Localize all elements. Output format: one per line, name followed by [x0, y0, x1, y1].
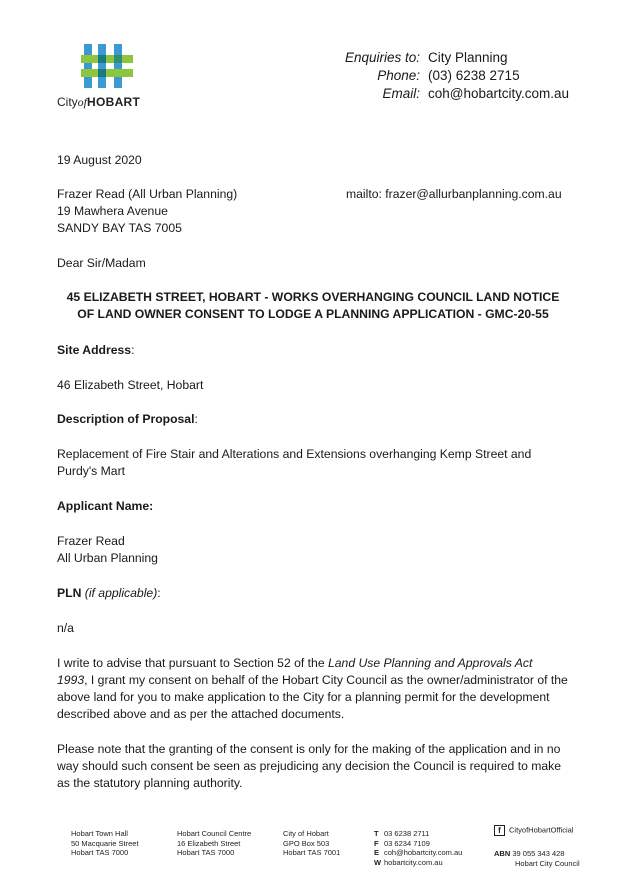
consent-paragraph: I write to advise that pursuant to Section 52 of the Land Use Planning and Approvals Act 1993, I grant my consent on behalf of the Hobart City Council as the owner/administrator of the above land for you to make application to the City for a planning permit for the development described above and as per the attached documents. — [57, 656, 568, 721]
enquiries-email[interactable]: coh@hobartcity.com.au — [428, 86, 570, 101]
footer-town-hall: Hobart Town Hall 50 Macquarie Street Hobart TAS 7000 — [71, 829, 139, 858]
enquiries-values: City Planning (03) 6238 2715 coh@hobartcity.com.au — [428, 50, 570, 101]
logo-hobart: HOBART — [87, 95, 141, 109]
footer-website[interactable]: hobartcity.com.au — [384, 857, 443, 867]
footer-city-postal: City of Hobart GPO Box 503 Hobart TAS 7001 — [283, 829, 341, 858]
subject-heading: 45 ELIZABETH STREET, HOBART - WORKS OVERHANGING COUNCIL LAND NOTICE OF LAND OWNER CONSENT TO LODGE A PLANNING APPLICATION - GMC-20-55 — [66, 290, 560, 321]
footer-facebook[interactable]: f CityofHobartOfficial — [494, 825, 573, 836]
proposal-text: Replacement of Fire Stair and Alterations and Extensions overhanging Kemp Street and Purdy's Mart — [57, 447, 532, 478]
logo-wordmark: CityofHOBART — [57, 95, 141, 109]
footer-email[interactable]: coh@hobartcity.com.au — [384, 848, 463, 858]
enquiries-labels: Enquiries to: Phone: Email: — [344, 50, 420, 101]
pln-value: n/a — [57, 621, 74, 635]
site-address-label: Site Address: — [57, 343, 135, 357]
letter-date: 19 August 2020 — [57, 153, 142, 167]
applicant-label: Applicant Name: — [57, 499, 154, 513]
footer-contacts: T 03 6238 2711 F 03 6234 7109 E coh@hobartcity.com.au W hobartcity.com.au — [374, 829, 463, 867]
footer-council-centre: Hobart Council Centre 16 Elizabeth Street Hobart TAS 7000 — [177, 829, 252, 858]
recipient-mailto-link[interactable]: mailto: frazer@allurbanplanning.com.au — [346, 187, 562, 201]
salutation: Dear Sir/Madam — [57, 256, 146, 270]
applicant-value: Frazer Read All Urban Planning — [57, 534, 158, 565]
note-paragraph: Please note that the granting of the consent is only for the making of the application and in no way should such consent be seen as prejudicing any decision the Council is required to make as the statutory planning authority. — [57, 742, 562, 790]
site-address-value: 46 Elizabeth Street, Hobart — [57, 378, 204, 392]
footer-abn: ABN 39 055 343 428 Hobart City Council — [494, 849, 580, 868]
proposal-label: Description of Proposal: — [57, 412, 198, 426]
pln-label: PLN (if applicable): — [57, 586, 161, 600]
facebook-icon: f — [494, 825, 505, 836]
recipient-address: Frazer Read (All Urban Planning) 19 Mawhera Avenue SANDY BAY TAS 7005 — [57, 187, 238, 235]
